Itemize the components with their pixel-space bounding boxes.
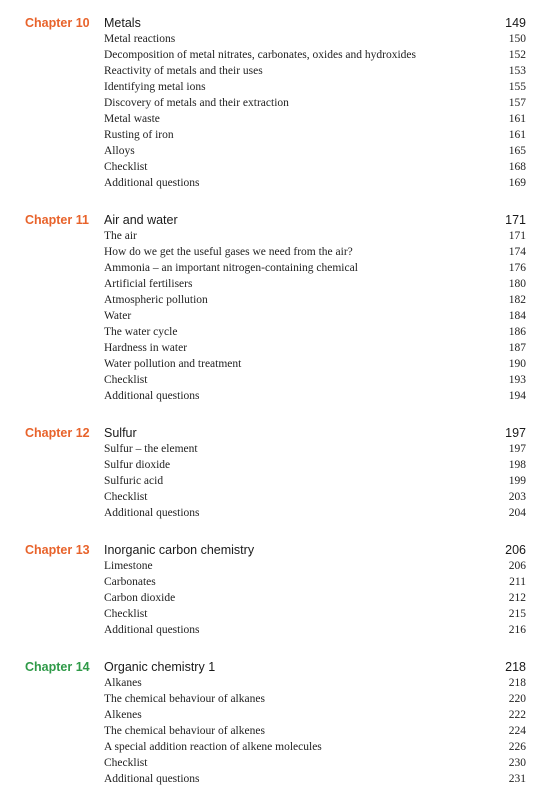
toc-entry-page-number: 211 (509, 576, 526, 588)
chapter-page-number: 218 (505, 660, 526, 674)
table-of-contents (0, 14, 554, 807)
toc-entry-page-number: 186 (508, 326, 526, 338)
toc-entry[interactable] (0, 772, 554, 788)
toc-entry-title: The air (104, 230, 137, 242)
toc-entry-title: Water (104, 310, 132, 322)
toc-entry[interactable] (0, 32, 554, 48)
chapter-heading[interactable] (0, 658, 554, 676)
toc-entry-page-number: 226 (508, 741, 526, 753)
toc-entry-title: Alloys (104, 145, 135, 157)
toc-entry[interactable] (0, 607, 554, 623)
chapter-title: Air and water (104, 213, 178, 227)
chapter-heading[interactable] (0, 211, 554, 229)
toc-entry-page-number: 198 (508, 459, 526, 471)
toc-entry-page-number: 165 (508, 145, 526, 157)
chapter-section (0, 211, 554, 405)
toc-entry[interactable] (0, 442, 554, 458)
toc-entry[interactable] (0, 144, 554, 160)
toc-entry-title: Sulfur – the element (104, 443, 198, 455)
toc-entry[interactable] (0, 128, 554, 144)
toc-entry-page-number: 150 (508, 33, 526, 45)
toc-entry-title: Checklist (104, 161, 148, 173)
toc-entry-page-number: 230 (508, 757, 526, 769)
toc-entry-title: Atmospheric pollution (104, 294, 208, 306)
toc-entry[interactable] (0, 309, 554, 325)
toc-entry-title: Decomposition of metal nitrates, carbonates, oxides and hydroxides (104, 49, 417, 61)
chapter-title: Inorganic carbon chemistry (104, 543, 255, 557)
toc-entry-title: Checklist (104, 491, 148, 503)
toc-entry-page-number: 212 (508, 592, 526, 604)
toc-entry-page-number: 169 (508, 177, 526, 189)
toc-entry[interactable] (0, 474, 554, 490)
toc-entry-page-number: 224 (508, 725, 526, 737)
toc-entry-page-number: 171 (508, 230, 526, 242)
toc-entry-page-number: 203 (508, 491, 526, 503)
toc-entry[interactable] (0, 160, 554, 176)
chapter-label: Chapter 13 (25, 543, 90, 557)
chapter-section (0, 424, 554, 522)
toc-entry[interactable] (0, 506, 554, 522)
toc-entry[interactable] (0, 389, 554, 405)
toc-entry-title: Checklist (104, 757, 148, 769)
toc-entry-page-number: 157 (508, 97, 526, 109)
toc-entry-title: Artificial fertilisers (104, 278, 193, 290)
toc-entry-title: Sulfur dioxide (104, 459, 171, 471)
toc-entry-page-number: 222 (508, 709, 526, 721)
chapter-label: Chapter 12 (25, 426, 90, 440)
toc-entry-title: Water pollution and treatment (104, 358, 242, 370)
chapter-page-number: 171 (505, 213, 526, 227)
chapter-heading[interactable] (0, 541, 554, 559)
toc-entry[interactable] (0, 692, 554, 708)
toc-entry-page-number: 206 (508, 560, 526, 572)
toc-entry[interactable] (0, 293, 554, 309)
toc-entry-title: Reactivity of metals and their uses (104, 65, 263, 77)
toc-entry-page-number: 182 (508, 294, 526, 306)
toc-entry-title: Carbon dioxide (104, 592, 176, 604)
toc-entry-title: Alkanes (104, 677, 142, 689)
toc-entry-page-number: 153 (508, 65, 526, 77)
toc-entry[interactable] (0, 229, 554, 245)
toc-entry[interactable] (0, 458, 554, 474)
toc-entry-page-number: 174 (508, 246, 526, 258)
toc-entry-title: Limestone (104, 560, 153, 572)
chapter-title: Metals (104, 16, 141, 30)
toc-entry[interactable] (0, 261, 554, 277)
chapter-heading[interactable] (0, 424, 554, 442)
chapter-label: Chapter 11 (25, 213, 89, 227)
toc-entry[interactable] (0, 676, 554, 692)
toc-entry-title: The water cycle (104, 326, 178, 338)
toc-entry-page-number: 176 (508, 262, 526, 274)
toc-entry[interactable] (0, 559, 554, 575)
toc-entry-title: Rusting of iron (104, 129, 174, 141)
toc-entry-page-number: 193 (508, 374, 526, 386)
toc-entry[interactable] (0, 575, 554, 591)
toc-entry[interactable] (0, 80, 554, 96)
toc-entry-title: A special addition reaction of alkene molecules (104, 741, 322, 753)
toc-entry-title: Sulfuric acid (104, 475, 164, 487)
toc-entry[interactable] (0, 591, 554, 607)
toc-entry-title: Hardness in water (104, 342, 188, 354)
toc-entry-title: Additional questions (104, 624, 200, 636)
toc-entry[interactable] (0, 277, 554, 293)
toc-entry[interactable] (0, 357, 554, 373)
toc-entry-page-number: 216 (508, 624, 526, 636)
chapter-label: Chapter 14 (25, 660, 90, 674)
toc-entry-title: The chemical behaviour of alkenes (104, 725, 265, 737)
toc-entry[interactable] (0, 96, 554, 112)
toc-entry[interactable] (0, 245, 554, 261)
toc-entry-page-number: 187 (508, 342, 526, 354)
toc-entry-page-number: 231 (508, 773, 526, 785)
toc-entry-title: Checklist (104, 374, 148, 386)
toc-entry-page-number: 184 (508, 310, 526, 322)
toc-entry[interactable] (0, 740, 554, 756)
chapter-heading[interactable] (0, 14, 554, 32)
toc-entry-page-number: 218 (508, 677, 526, 689)
toc-entry-page-number: 220 (508, 693, 526, 705)
toc-entry-page-number: 161 (508, 113, 526, 125)
toc-entry-title: Checklist (104, 608, 148, 620)
toc-entry-title: Additional questions (104, 390, 200, 402)
toc-entry-page-number: 152 (508, 49, 526, 61)
toc-entry-page-number: 204 (508, 507, 526, 519)
toc-entry-title: The chemical behaviour of alkanes (104, 693, 265, 705)
toc-entry[interactable] (0, 724, 554, 740)
chapter-page-number: 197 (505, 426, 526, 440)
chapter-section (0, 14, 554, 192)
toc-entry-page-number: 197 (508, 443, 526, 455)
chapter-page-number: 206 (505, 543, 526, 557)
toc-entry[interactable] (0, 64, 554, 80)
toc-entry-page-number: 161 (508, 129, 526, 141)
toc-entry[interactable] (0, 373, 554, 389)
toc-entry-page-number: 180 (508, 278, 526, 290)
toc-entry-title: Identifying metal ions (104, 81, 206, 93)
chapter-title: Organic chemistry 1 (104, 660, 216, 674)
toc-entry[interactable] (0, 176, 554, 192)
toc-entry-page-number: 190 (508, 358, 526, 370)
toc-entry-title: Additional questions (104, 177, 200, 189)
toc-entry-title: Metal reactions (104, 33, 176, 45)
toc-entry[interactable] (0, 112, 554, 128)
chapter-section (0, 658, 554, 788)
chapter-title: Sulfur (104, 426, 137, 440)
toc-entry-title: Alkenes (104, 709, 142, 721)
toc-entry[interactable] (0, 623, 554, 639)
chapter-section (0, 541, 554, 639)
toc-entry-page-number: 215 (508, 608, 526, 620)
toc-entry-page-number: 199 (508, 475, 526, 487)
toc-entry-page-number: 155 (508, 81, 526, 93)
toc-entry-title: Metal waste (104, 113, 160, 125)
toc-entry[interactable] (0, 325, 554, 341)
toc-entry-title: Discovery of metals and their extraction (104, 97, 289, 109)
toc-entry-title: Carbonates (104, 576, 156, 588)
toc-entry[interactable] (0, 341, 554, 357)
toc-entry-title: Ammonia – an important nitrogen-containing chemical (104, 262, 358, 274)
toc-entry-page-number: 168 (508, 161, 526, 173)
toc-entry-title: Additional questions (104, 507, 200, 519)
toc-entry[interactable] (0, 490, 554, 506)
toc-entry-title: Additional questions (104, 773, 200, 785)
toc-entry[interactable] (0, 708, 554, 724)
toc-entry-page-number: 194 (508, 390, 526, 402)
toc-entry[interactable] (0, 48, 554, 64)
chapter-label: Chapter 10 (25, 16, 90, 30)
chapter-page-number: 149 (505, 16, 526, 30)
toc-entry-title: How do we get the useful gases we need from the air? (104, 246, 353, 258)
